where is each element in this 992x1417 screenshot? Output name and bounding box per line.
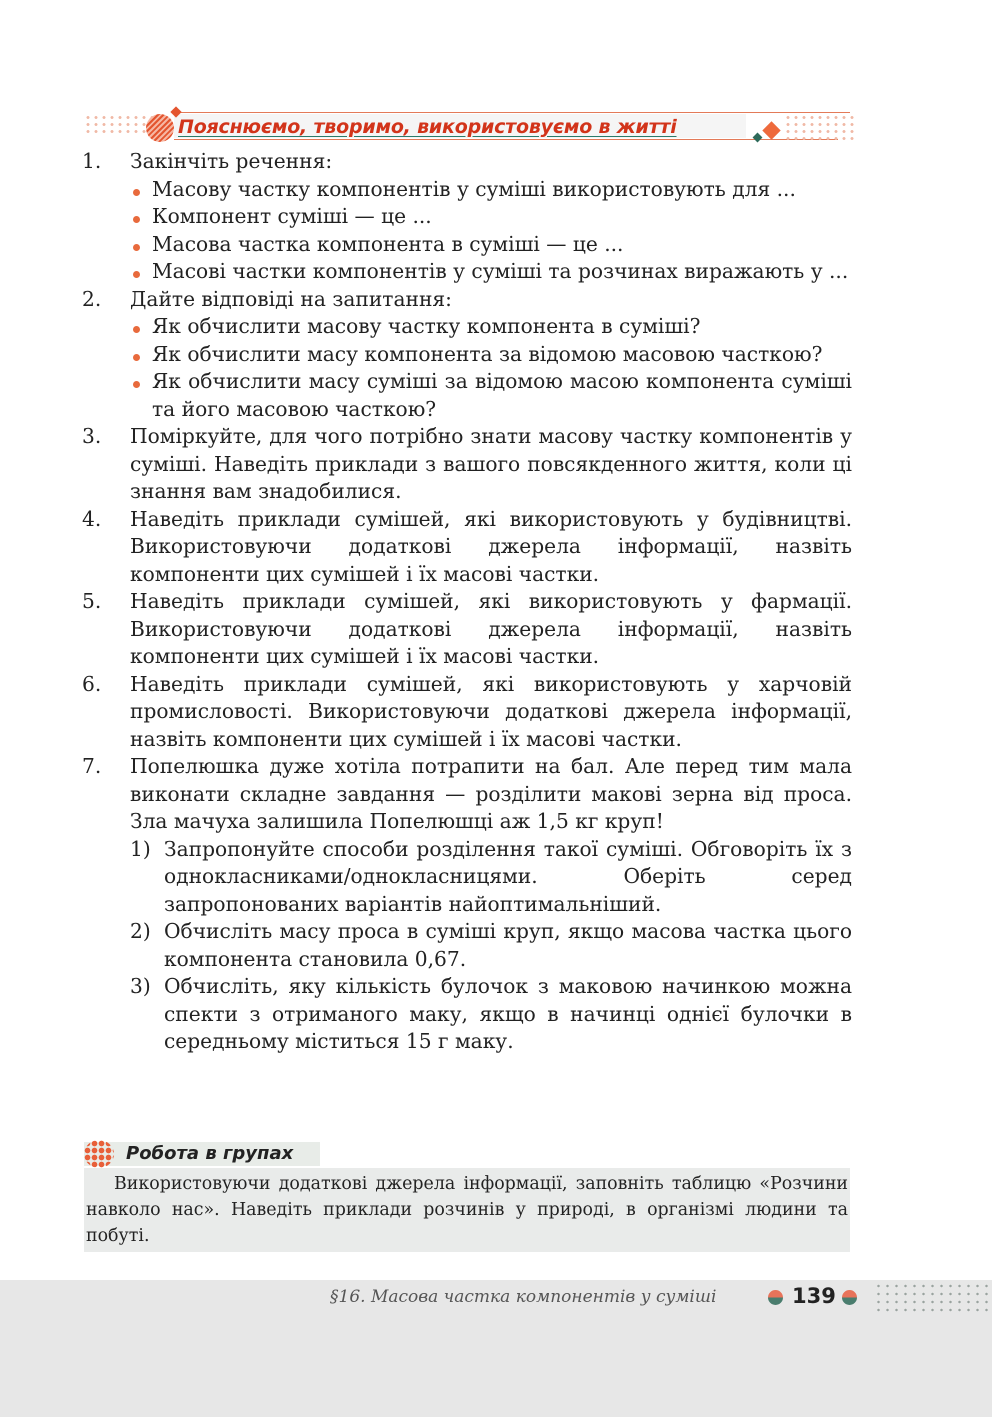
bullet-item: Масову частку компонентів у суміші використовують для ... <box>130 176 852 204</box>
divider <box>174 112 850 113</box>
question-text: Наведіть приклади сумішей, які використовують у будівництві. Використовуючи додаткові джерела інформації, назвіть компоненти цих сумішей і їх масові частки. <box>130 506 852 586</box>
question-text: Дайте відповіді на запитання: <box>130 286 452 311</box>
section-title: Пояснюємо, творимо, використовуємо в житті <box>178 116 677 138</box>
question-item <box>82 671 852 754</box>
question-item <box>82 588 852 671</box>
dots-decoration <box>874 1282 992 1312</box>
question-item <box>82 753 852 1056</box>
question-number: 4. <box>82 506 102 531</box>
bullet-item: Як обчислити масу суміші за відомою масою компонента суміші та його масовою часткою? <box>130 368 852 423</box>
dots-decoration <box>784 114 854 140</box>
subtask-text: Запропонуйте способи розділення такої суміші. Обговоріть їх з однокласниками/однокласницями. Оберіть серед запропонованих варіантів найоптимальніший. <box>164 836 852 916</box>
question-item <box>82 506 852 589</box>
circle-icon <box>842 1290 857 1305</box>
dotted-circle-icon <box>84 1140 114 1168</box>
diamond-icon <box>753 133 763 143</box>
question-text: Наведіть приклади сумішей, які використовують у харчовій промисловості. Використовуючи додаткові джерела інформації, назвіть компоненти цих сумішей і їх масові частки. <box>130 671 852 751</box>
question-text: Поміркуйте, для чого потрібно знати масову частку компонентів у суміші. Наведіть приклади з вашого повсякденного життя, коли ці знання вам знадобилися. <box>130 424 852 503</box>
question-item <box>82 148 852 286</box>
page-number: 139 <box>792 1284 836 1308</box>
subtask-number: 2) <box>130 919 151 943</box>
question-text: Закінчіть речення: <box>130 149 333 173</box>
question-number: 3. <box>82 424 102 448</box>
subtask-text: Обчисліть масу проса в суміші круп, якщо масова частка цього компонента становила 0,67. <box>164 919 852 971</box>
bullet-item: Як обчислити масову частку компонента в суміші? <box>130 313 852 341</box>
question-number: 1. <box>82 149 102 173</box>
question-item <box>82 286 852 424</box>
subtask-number: 1) <box>130 836 151 861</box>
footer-section-title: §16. Масова частка компонентів у суміші <box>330 1287 717 1307</box>
question-number: 7. <box>82 754 102 778</box>
question-text: Попелюшка дуже хотіла потрапити на бал. Але перед тим мала виконати складне завдання — розділити макові зерна від проса. Зла мачуха залишила Попелюшці аж 1,5 кг круп! <box>130 754 852 833</box>
question-text: Наведіть приклади сумішей, які використовують у фармації. Використовуючи додаткові джерела інформації, назвіть компоненти цих сумішей і їх масові частки. <box>130 589 852 668</box>
question-number: 5. <box>82 589 102 613</box>
question-number: 2. <box>82 286 102 311</box>
diamond-icon <box>762 121 780 139</box>
group-work-title: Робота в групах <box>126 1143 294 1164</box>
section-header <box>84 104 850 146</box>
question-number: 6. <box>82 671 102 696</box>
question-item <box>82 423 852 506</box>
circle-icon <box>768 1290 783 1305</box>
subtask-item <box>130 973 852 1056</box>
bullet-item: Як обчислити масу компонента за відомою масовою часткою? <box>130 341 852 369</box>
questions-list <box>82 148 852 1056</box>
bullet-item: Масові частки компонентів у суміші та розчинах виражають у ... <box>130 258 852 286</box>
subtask-item <box>130 836 852 919</box>
group-work-text: Використовуючи додаткові джерела інформації, заповніть таблицю «Розчини навколо нас». Наведіть приклади розчинів у природі, в організмі людини та побуті. <box>86 1174 848 1246</box>
bullet-item: Компонент суміші — це ... <box>130 203 852 231</box>
divider <box>174 139 838 140</box>
subtask-number: 3) <box>130 974 151 998</box>
striped-circle-icon <box>146 114 174 142</box>
subtask-item <box>130 918 852 973</box>
subtask-text: Обчисліть, яку кількість булочок з маковою начинкою можна спекти з отриманого маку, якщо в начинці однієї булочки в середньому міститься 15 г маку. <box>164 974 852 1053</box>
bullet-item: Масова частка компонента в суміші — це ... <box>130 231 852 259</box>
dots-decoration <box>84 114 154 136</box>
